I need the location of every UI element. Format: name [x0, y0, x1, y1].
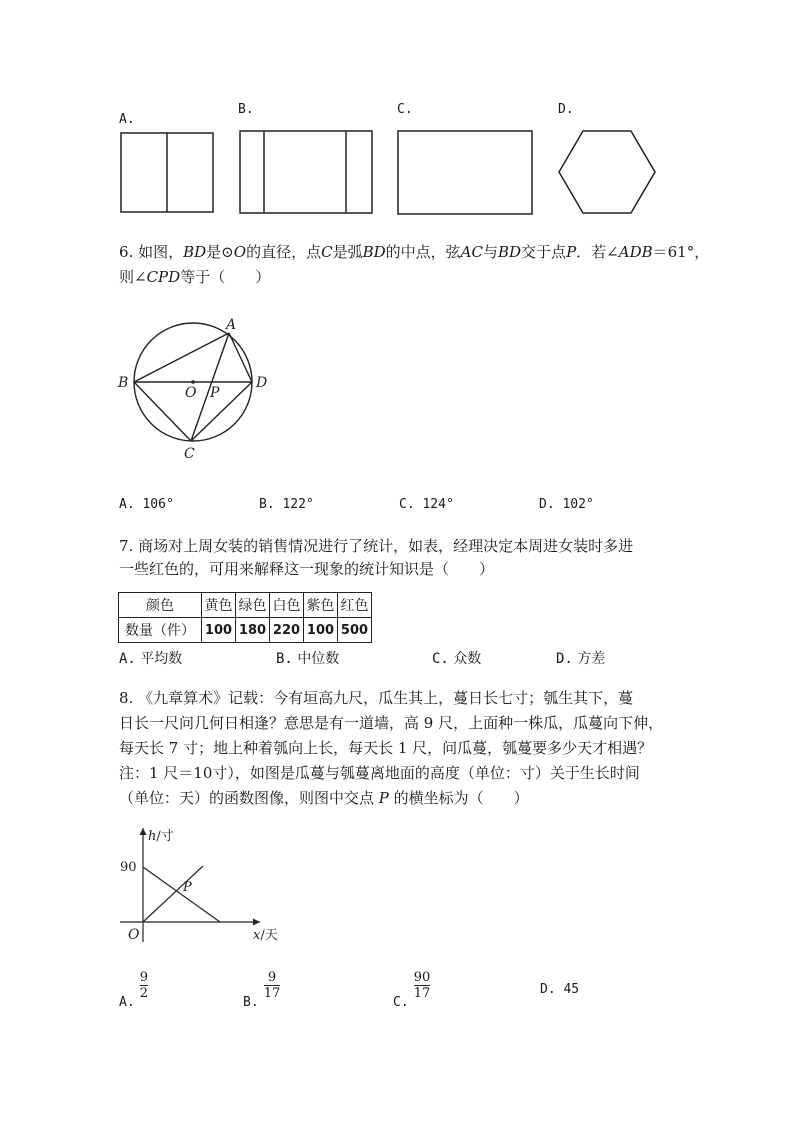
q6-center-dot [191, 380, 195, 384]
q7-table-cell: 500 [338, 618, 372, 643]
q5-option-c-label: C. [397, 102, 413, 117]
q8-origin-label: O [128, 927, 140, 943]
q6-label-b: B [118, 375, 129, 391]
q8-option-a-fraction: $\frac{9}{2}$ [139, 970, 149, 1001]
q7-table-header-row [119, 593, 372, 618]
q8-number: 8. [119, 689, 134, 707]
q6-option-b: B. 122° [259, 497, 314, 512]
q7-table-cell: 数量（件） [119, 618, 202, 643]
q8-option-c-fraction: $\frac{90}{17}$ [413, 970, 431, 1001]
q5-option-a-label: A. [119, 112, 135, 127]
q6-label-d: D [256, 375, 268, 391]
q7-table-cell: 100 [304, 618, 338, 643]
q7-number: 7. [119, 537, 134, 555]
q8-graph [110, 822, 310, 952]
q8-option-b: $_{B.}$ $\frac{9}{17}$ [243, 970, 281, 1010]
q6-line2: 则∠CPD等于（ ） [119, 268, 271, 286]
q6-chord-ad [229, 333, 252, 382]
q5-figure-b [240, 131, 372, 213]
q7-table-cell: 220 [270, 618, 304, 643]
q5-option-d-label: D. [558, 102, 574, 117]
q5-figures [0, 0, 794, 230]
q7-table-header-cell: 颜色 [119, 593, 202, 618]
q8-line4: 注：1 尺＝10寸），如图是瓜蔓与瓠蔓离地面的高度（单位：寸）关于生长时间 [119, 764, 640, 782]
q8-line3: 每天长 7 寸；地上种着瓠向上长，每天长 1 尺，问瓜蔓，瓠蔓要多少天才相遇？ [119, 739, 653, 757]
q7-option-d: D. 方差 [556, 651, 606, 667]
q7-stat-table [118, 592, 372, 643]
q8-option-d: D. 45 [540, 982, 580, 997]
q7-table-row [119, 618, 372, 643]
q6-label-c: C [184, 446, 195, 462]
q6-option-c: C. 124° [399, 497, 454, 512]
q6-label-p: P [210, 385, 220, 401]
q7-table-cell: 100 [202, 618, 236, 643]
q5-figure-c [398, 131, 532, 214]
q6-option-d: D. 102° [539, 497, 594, 512]
q8-point-label: P [183, 880, 192, 895]
q5-option-b-label: B. [238, 102, 254, 117]
q8-text [119, 686, 679, 811]
q7-table-header-cell: 绿色 [236, 593, 270, 618]
q7-line2: 一些红色的，可用来解释这一现象的统计知识是（ ） [119, 560, 495, 578]
q8-y-axis-label: h/寸 [148, 829, 174, 844]
q8-descending-line [143, 867, 220, 922]
q8-line2: 日长一尺问几何日相逢？意思是有一道墙，高 9 尺，上面种一株瓜，瓜蔓向下伸， [119, 714, 664, 732]
q7-table-header-cell: 紫色 [304, 593, 338, 618]
q8-tick-90: 90 [120, 860, 137, 875]
q6-circle-figure [100, 305, 300, 475]
q6-option-a: A. 106° [119, 497, 174, 512]
q6-label-a: A [226, 317, 237, 333]
q8-x-axis-label: x/天 [253, 928, 278, 943]
q7-option-a: A. 平均数 [119, 651, 183, 667]
q7-table-header-cell: 黄色 [202, 593, 236, 618]
q7-table-header-cell: 红色 [338, 593, 372, 618]
q8-line5: （单位：天）的函数图像，则图中交点 P 的横坐标为（ ） [119, 789, 529, 807]
q6-label-o: O [185, 385, 197, 401]
q7-option-b: B. 中位数 [276, 651, 340, 667]
q7-option-c: C. 众数 [432, 651, 482, 667]
q7-table-cell: 180 [236, 618, 270, 643]
q6-line1: 6. 如图，BD是⊙O的直径，点C是弧BD的中点，弦AC与BD交于点P．若∠ADB＝61°， [119, 243, 710, 261]
q8-line1: 8. 《九章算术》记载：今有垣高九尺，瓜生其上，蔓日长七寸；瓠生其下，蔓 [119, 689, 634, 707]
q8-option-b-fraction: $\frac{9}{17}$ [263, 970, 281, 1001]
q6-number: 6. [119, 243, 134, 261]
q8-ascending-line [143, 866, 203, 922]
q8-option-a: $_{A.}$ $\frac{9}{2}$ [119, 970, 149, 1010]
q8-option-c: $_{C.}$ $\frac{90}{17}$ [393, 970, 431, 1010]
q7-table-header-cell: 白色 [270, 593, 304, 618]
q5-figure-d [559, 131, 655, 213]
q5-figure-a [121, 133, 213, 212]
q7-line1: 7. 商场对上周女装的销售情况进行了统计，如表，经理决定本周进女装时多进 [119, 537, 634, 555]
q6-chord-cd [191, 382, 252, 441]
